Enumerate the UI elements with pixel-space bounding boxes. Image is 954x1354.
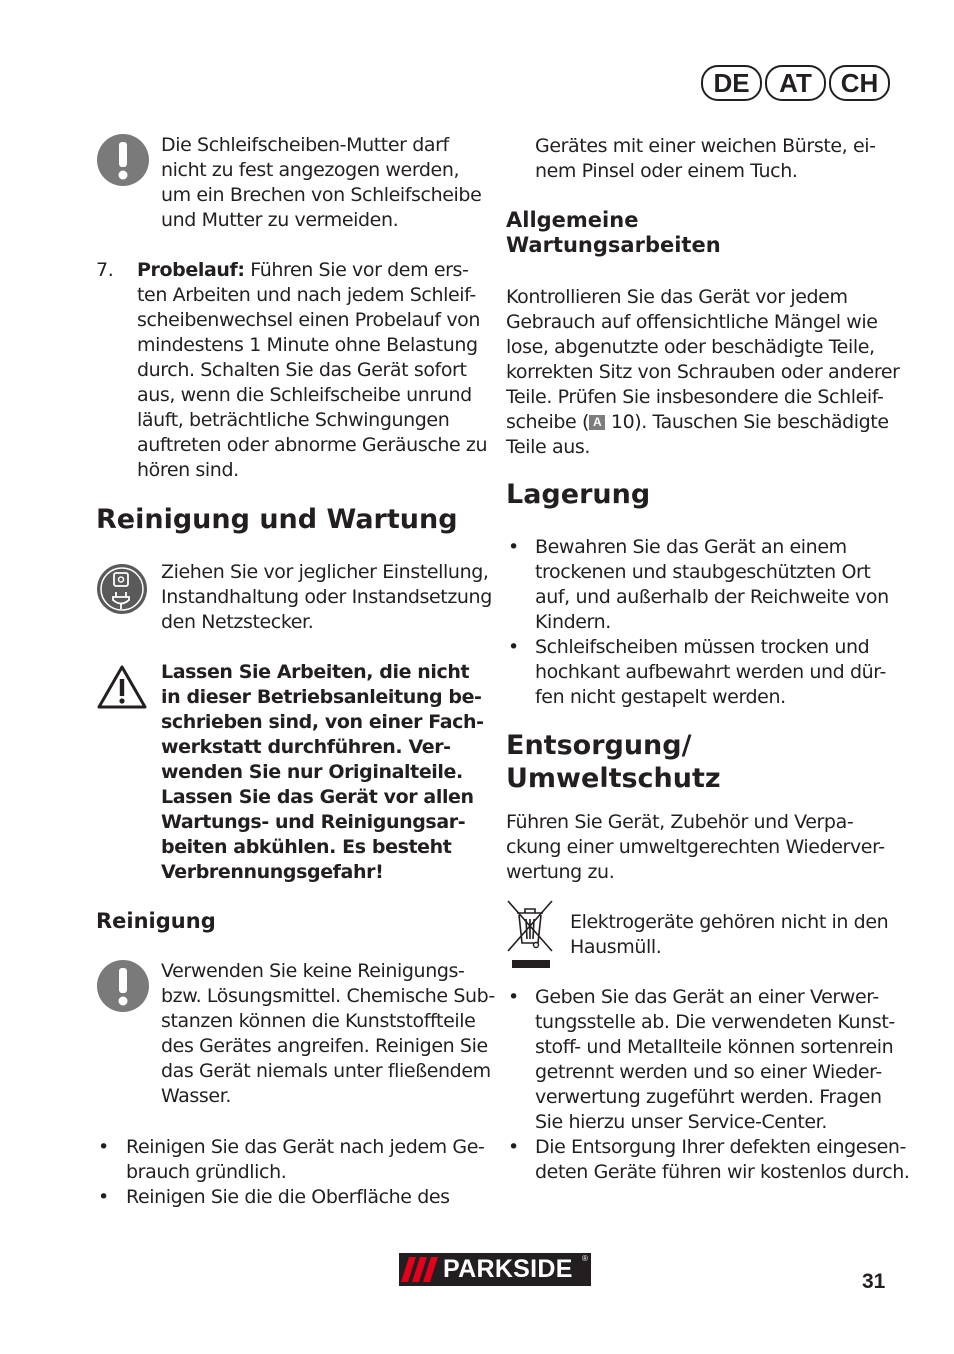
heading-cleaning: Reinigung bbox=[96, 909, 216, 933]
page-number: 31 bbox=[862, 1270, 886, 1293]
heading-storage: Lagerung bbox=[506, 479, 651, 510]
list-item: Geben Sie das Gerät an einer Verwer- tungsstelle ab. Die verwendeten Kunst- stoff- und Metallteile können sortenrein getrennt werden und so einer Wieder- verwertung zugeführt werden. Fragen Sie hierzu unser Service-Center. bbox=[535, 986, 895, 1133]
list-item: Die Entsorgung Ihrer defekten eingesen- deten Geräte führen wir kostenlos durch. bbox=[535, 1136, 910, 1183]
exclamation-note-icon bbox=[96, 959, 150, 1013]
step-test-run: Probelauf: Führen Sie vor dem ers- ten Arbeiten und nach jedem Schleif- scheibenwechsel einen Probelauf von mindestens 1 Minute ohne Belastung durch. Schalten Sie das Gerät sofort aus, wenn die Schleifscheibe unrund läuft, beträchtliche Schwingungen auftreten oder abnorme Geräusche zu hören sind. bbox=[137, 259, 488, 481]
step-number: 7. bbox=[96, 259, 114, 281]
list-item: Bewahren Sie das Gerät an einem trockenen und staubgeschützten Ort auf, und außerhalb der Reichweite von Kindern. bbox=[535, 536, 889, 633]
warning-text: Lassen Sie Arbeiten, die nicht in dieser Betriebsanleitung be- schrieben sind, von einer Fach- werkstatt durchführen. Ver- wenden Sie nur Originalteile. Lassen Sie das Gerät vor allen Wartungs- und Reinigungsar- beiten abkühlen. Es besteht Verbrennungsgefahr! bbox=[161, 661, 484, 883]
bullet-dot: • bbox=[508, 1136, 520, 1158]
list-item: Schleifscheiben müssen trocken und hochkant aufbewahrt werden und dür- fen nicht gestapelt werden. bbox=[535, 636, 886, 708]
crossed-bin-icon bbox=[504, 899, 556, 971]
bullet-dot: • bbox=[98, 1186, 110, 1208]
unplug-note: Ziehen Sie vor jeglicher Einstellung, Instandhaltung oder Instandsetzung den Netzstecker. bbox=[161, 561, 492, 633]
bullet-dot: • bbox=[508, 536, 520, 558]
list-item: Reinigen Sie das Gerät nach jedem Ge- brauch gründlich. bbox=[126, 1136, 485, 1183]
heading-general-maintenance: Allgemeine Wartungsarbeiten bbox=[506, 208, 721, 257]
country-badge-de: DE bbox=[701, 65, 762, 101]
note-nut-tightening: Die Schleifscheiben-Mutter darf nicht zu fest angezogen werden, um ein Brechen von Schleifscheibe und Mutter zu vermeiden. bbox=[161, 134, 482, 231]
unplug-icon bbox=[96, 563, 148, 615]
warning-icon bbox=[96, 664, 148, 710]
bullet-dot: • bbox=[98, 1136, 110, 1158]
heading-disposal: Entsorgung/ Umweltschutz bbox=[506, 730, 721, 794]
bullet-dot: • bbox=[508, 636, 520, 658]
general-maintenance-text: Kontrollieren Sie das Gerät vor jedem Gebrauch auf offensichtliche Mängel wie lose, abgenutzte oder beschädigte Teile, korrekten Sitz von Schrauben oder anderer Teile. Prüfen Sie insbesondere die Schleif- scheibe ( A 10). Tauschen Sie beschädigte Teile aus. bbox=[506, 286, 900, 458]
list-item: Reinigen Sie die die Oberfläche des bbox=[126, 1186, 450, 1208]
note-cleaning-agents: Verwenden Sie keine Reinigungs- bzw. Lösungsmittel. Chemische Sub- stanzen können die Kunststoffteile des Gerätes angreifen. Reinigen Sie das Gerät niemals unter fließendem Wasser. bbox=[161, 960, 495, 1107]
disposal-text: Führen Sie Gerät, Zubehör und Verpa- ckung einer umweltgerechten Wiederver- wertung zu. bbox=[506, 811, 885, 883]
exclamation-note-icon bbox=[96, 133, 150, 187]
bullet-dot: • bbox=[508, 986, 520, 1008]
heading-cleaning-maintenance: Reinigung und Wartung bbox=[96, 504, 458, 535]
country-badge-at: AT bbox=[765, 65, 826, 101]
figure-reference-badge: A bbox=[589, 415, 605, 430]
brand-name: PARKSIDE bbox=[443, 1255, 573, 1283]
registered-mark: ® bbox=[582, 1254, 588, 1263]
country-badge-ch: CH bbox=[829, 65, 890, 101]
continued-text: Gerätes mit einer weichen Bürste, ei- nem Pinsel oder einem Tuch. bbox=[535, 135, 876, 182]
parkside-logo bbox=[399, 1253, 591, 1286]
weee-note: Elektrogeräte gehören nicht in den Hausmüll. bbox=[570, 911, 889, 958]
